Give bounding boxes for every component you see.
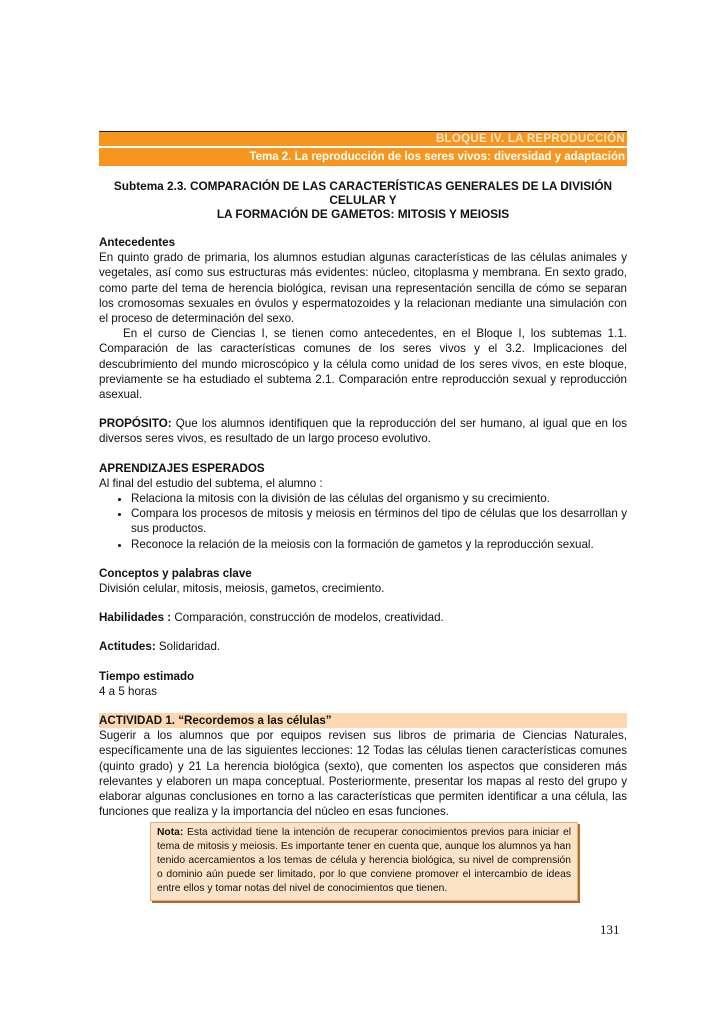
aprendizajes-list bbox=[99, 491, 627, 552]
actividad-heading: ACTIVIDAD 1. “Recordemos a las células” bbox=[99, 713, 627, 728]
block-header-text: BLOQUE IV. LA REPRODUCCIÓN bbox=[435, 133, 625, 145]
proposito-text: Que los alumnos identifiquen que la reproducción del ser humano, al igual que en los diversos seres vivos, es resultado de un largo proceso evolutivo. bbox=[99, 417, 627, 446]
list-item: • Reconoce la relación de la meiosis con la formación de gametos y la reproducción sexual. bbox=[131, 537, 627, 552]
habilidades-text: Comparación, construcción de modelos, creatividad. bbox=[171, 611, 444, 625]
aprendizajes-heading: APRENDIZAJES ESPERADOS bbox=[99, 461, 265, 475]
nota-text: Esta actividad tiene la intención de recuperar conocimientos previos para iniciar el tema de mitosis y meiosis. Es importante tener en cuenta que, aunque los alumnos ya han tenido acercamientos a los temas de célula y herencia biológica, su nivel de comprensión o dominio aún puede ser limitado, por lo que conviene promover el intercambio de ideas entre ellos y tomar notas del nivel de conocimientos que tienen. bbox=[157, 827, 571, 894]
antecedentes-paragraph-1: En quinto grado de primaria, los alumnos estudian algunas características de las células animales y vegetales, así como sus estructuras más evidentes: núcleo, citoplasma y membrana. En sexto grado, como parte del tema de herencia biológica, revisan una representación sencilla de cómo se separan los cromosomas sexuales en óvulos y espermatozoides y la relacionan mediante una simulación con el proceso de determinación del sexo. bbox=[99, 251, 627, 326]
actitudes-paragraph bbox=[99, 639, 627, 654]
actividad-text: Sugerir a los alumnos que por equipos revisen sus libros de primaria de Ciencias Naturales, específicamente una de las siguientes lecciones: 12 Todas las células tienen características comunes (quinto grado) y 21 La herencia biológica (sexto), que comenten los aspectos que consideren más relevantes y elaboren un mapa conceptual. Posteriormente, presentar los mapas al resto del grupo y elaborar algunas conclusiones en torno a las características que permiten identificar a una célula, las funciones que realiza y la importancia del núcleo en esas funciones. bbox=[99, 729, 627, 819]
conceptos-text: División celular, mitosis, meiosis, gametos, crecimiento. bbox=[99, 582, 385, 596]
block-header bbox=[99, 131, 627, 146]
nota-box bbox=[150, 822, 578, 901]
nota-label: Nota: bbox=[157, 827, 184, 838]
subtopic-title-line1: Subtema 2.3. COMPARACIÓN DE LAS CARACTERÍSTICAS GENERALES DE LA DIVISIÓN CELULAR Y bbox=[113, 179, 613, 207]
aprendizajes-intro: Al final del estudio del subtema, el alumno : bbox=[99, 476, 323, 490]
subtopic-title-line2: LA FORMACIÓN DE GAMETOS: MITOSIS Y MEIOSIS bbox=[216, 207, 510, 221]
actitudes-label: Actitudes: bbox=[99, 640, 156, 654]
habilidades-label: Habilidades : bbox=[99, 611, 172, 625]
tiempo-text: 4 a 5 horas bbox=[99, 684, 158, 698]
antecedentes-paragraph-2: En el curso de Ciencias I, se tienen como antecedentes, en el Bloque I, los subtemas 1.1. Comparación de las características comunes de los seres vivos y el 3.2. Implicaciones del descubrimiento del mundo microscópico y la célula como unidad de los seres vivos, en este bloque, previamente se ha estudiado el subtema 2.1. Comparación entre reproducción sexual y reproducción asexual. bbox=[99, 327, 627, 402]
list-item: • Compara los procesos de mitosis y meiosis en términos del tipo de células que los desarrollan y sus productos. bbox=[131, 506, 627, 536]
theme-header bbox=[99, 148, 627, 166]
habilidades-paragraph bbox=[99, 610, 627, 625]
proposito-paragraph bbox=[99, 416, 627, 446]
theme-header-text: Tema 2. La reproducción de los seres vivos: diversidad y adaptación bbox=[249, 151, 625, 163]
list-item: • Relaciona la mitosis con la división de las células del organismo y su crecimiento. bbox=[131, 491, 627, 506]
conceptos-heading: Conceptos y palabras clave bbox=[99, 566, 252, 580]
subtopic-title bbox=[99, 179, 627, 221]
document-body bbox=[99, 179, 627, 820]
proposito-label: PROPÓSITO: bbox=[99, 417, 172, 431]
tiempo-heading: Tiempo estimado bbox=[99, 669, 195, 683]
actitudes-text: Solidaridad. bbox=[155, 640, 221, 654]
page-number: 131 bbox=[600, 922, 620, 937]
antecedentes-heading: Antecedentes bbox=[99, 236, 176, 249]
